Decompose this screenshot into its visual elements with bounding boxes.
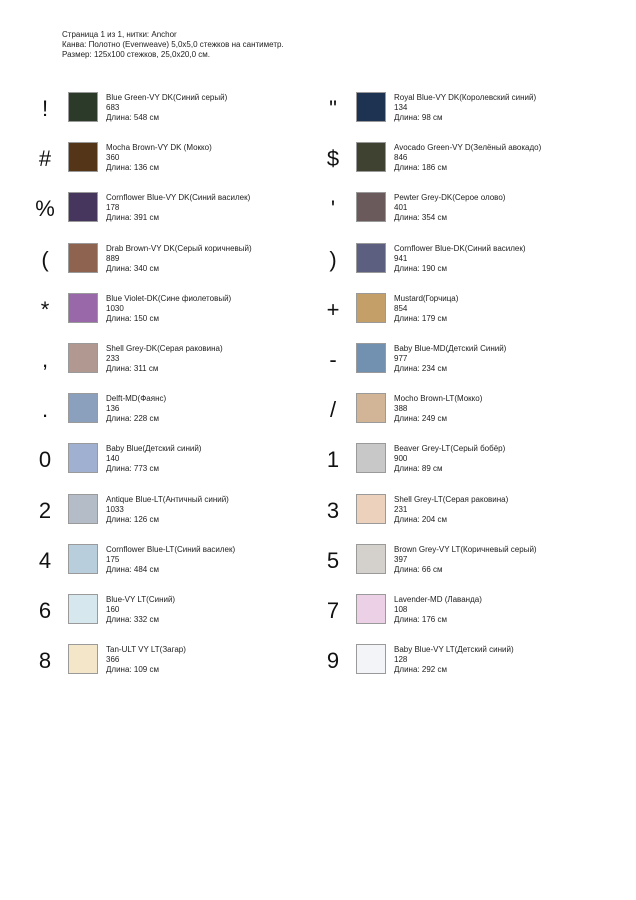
thread-name: Cornflower Blue-DK(Синий василек) (394, 243, 526, 253)
thread-info (106, 344, 223, 374)
thread-code: 366 (106, 655, 120, 665)
color-swatch (356, 443, 386, 473)
color-swatch (68, 393, 98, 423)
color-swatch (68, 644, 98, 674)
thread-info (394, 394, 482, 424)
thread-code: 136 (106, 404, 120, 414)
thread-code: 1033 (106, 504, 124, 514)
thread-code: 128 (394, 655, 408, 665)
thread-length: Длина: 340 см (106, 263, 159, 273)
thread-code: 854 (394, 303, 408, 313)
thread-name: Blue Green-VY DK(Синий серый) (106, 93, 228, 102)
color-swatch (68, 594, 98, 624)
thread-length: Длина: 484 см (106, 564, 159, 574)
thread-length: Длина: 234 см (394, 363, 447, 373)
thread-info (106, 595, 175, 625)
color-swatch (356, 594, 386, 624)
thread-symbol: 2 (38, 497, 52, 523)
thread-symbol: , (41, 346, 49, 372)
thread-entry (288, 191, 588, 241)
color-swatch (356, 343, 386, 373)
color-swatch (356, 192, 386, 222)
thread-entry (0, 292, 300, 342)
thread-code: 683 (106, 103, 120, 112)
thread-name: Beaver Grey-LT(Серый бобёр) (394, 444, 506, 454)
thread-name: Pewter Grey-DK(Серое олово) (394, 193, 506, 203)
thread-length: Длина: 66 см (394, 564, 443, 574)
thread-name: Drab Brown-VY DK(Серый коричневый) (106, 243, 252, 253)
thread-name: Mustard(Горчица) (394, 293, 459, 303)
thread-code: 178 (106, 203, 120, 213)
thread-symbol: 5 (326, 547, 340, 573)
legend-row (0, 593, 636, 643)
thread-entry (288, 442, 588, 492)
legend-row (0, 292, 636, 342)
thread-symbol: / (329, 397, 337, 423)
thread-code: 941 (394, 253, 408, 263)
thread-code: 140 (106, 454, 120, 464)
thread-entry (0, 392, 300, 442)
thread-name: Baby Blue(Детский синий) (106, 444, 202, 454)
thread-entry (288, 91, 588, 141)
thread-entry (0, 342, 300, 392)
thread-length: Длина: 190 см (394, 263, 447, 273)
legend-row (0, 392, 636, 442)
thread-symbol: 0 (38, 447, 52, 473)
thread-code: 108 (394, 604, 408, 614)
thread-length: Длина: 249 см (394, 414, 447, 424)
thread-entry (288, 493, 588, 543)
color-swatch (68, 92, 98, 122)
thread-code: 360 (106, 153, 120, 163)
thread-entry (0, 493, 300, 543)
thread-entry (288, 342, 588, 392)
thread-entry (0, 593, 300, 643)
page-header (62, 30, 284, 60)
thread-symbol: 6 (38, 597, 52, 623)
thread-entry (0, 242, 300, 292)
thread-length: Длина: 228 см (106, 414, 159, 424)
thread-name: Royal Blue-VY DK(Королевский синий) (394, 93, 537, 102)
color-swatch (68, 243, 98, 273)
thread-info (106, 193, 250, 223)
thread-symbol: ) (329, 246, 337, 272)
thread-entry (288, 242, 588, 292)
thread-info (106, 645, 186, 675)
thread-entry (0, 543, 300, 593)
thread-name: Delft-MD(Фаянс) (106, 394, 167, 404)
thread-length: Длина: 89 см (394, 464, 443, 474)
thread-info (394, 545, 537, 575)
thread-entry (0, 141, 300, 191)
legend-row (0, 543, 636, 593)
thread-info (106, 93, 227, 123)
thread-symbol: - (329, 346, 337, 372)
thread-length: Длина: 186 см (394, 163, 447, 173)
thread-entry (288, 593, 588, 643)
thread-length: Длина: 354 см (394, 213, 447, 223)
color-swatch (68, 443, 98, 473)
thread-info (394, 143, 541, 173)
thread-length: Длина: 311 см (106, 363, 159, 373)
thread-name: Antique Blue-LT(Античный синий) (106, 494, 229, 504)
thread-length: Длина: 548 см (106, 113, 159, 122)
thread-name: Tan-ULT VY LT(Загар) (106, 645, 186, 655)
color-swatch (356, 92, 386, 122)
thread-code: 846 (394, 153, 408, 163)
thread-info (394, 244, 526, 274)
thread-symbol: * (40, 296, 50, 322)
color-swatch (356, 544, 386, 574)
color-swatch (68, 192, 98, 222)
legend-row (0, 91, 636, 141)
thread-entry (288, 392, 588, 442)
thread-code: 1030 (106, 303, 124, 313)
thread-length: Длина: 98 см (394, 113, 443, 122)
thread-length: Длина: 773 см (106, 464, 159, 474)
thread-symbol: . (41, 397, 49, 423)
color-swatch (68, 343, 98, 373)
thread-info (394, 645, 514, 675)
thread-entry (0, 643, 300, 693)
thread-entry (0, 191, 300, 241)
color-swatch (356, 293, 386, 323)
thread-info (394, 444, 505, 474)
thread-symbol: ( (41, 246, 49, 272)
thread-symbol: 8 (38, 648, 52, 674)
thread-code: 397 (394, 554, 408, 564)
thread-length: Длина: 150 см (106, 313, 159, 323)
thread-length: Длина: 204 см (394, 514, 447, 524)
thread-code: 134 (394, 103, 408, 112)
thread-length: Длина: 176 см (394, 614, 447, 624)
thread-info (394, 93, 536, 123)
thread-info (106, 244, 252, 274)
thread-info (106, 495, 229, 525)
thread-length: Длина: 179 см (394, 313, 447, 323)
thread-length: Длина: 126 см (106, 514, 159, 524)
color-swatch (68, 142, 98, 172)
thread-code: 175 (106, 554, 120, 564)
color-swatch (68, 544, 98, 574)
thread-info (394, 595, 482, 625)
thread-length: Длина: 136 см (106, 163, 159, 173)
thread-symbol: ' (330, 196, 336, 222)
thread-length: Длина: 109 см (106, 665, 159, 675)
thread-symbol: # (38, 146, 52, 172)
thread-info (394, 344, 506, 374)
thread-name: Cornflower Blue-VY DK(Синий василек) (106, 193, 251, 203)
thread-symbol: 7 (326, 597, 340, 623)
thread-code: 889 (106, 253, 120, 263)
thread-info (106, 444, 201, 474)
thread-symbol: 1 (326, 447, 340, 473)
thread-code: 231 (394, 504, 408, 514)
thread-length: Длина: 332 см (106, 614, 159, 624)
color-swatch (356, 393, 386, 423)
thread-name: Baby Blue-VY LT(Детский синий) (394, 645, 514, 655)
color-swatch (68, 494, 98, 524)
legend-row (0, 191, 636, 241)
thread-symbol: " (329, 96, 337, 121)
legend-row (0, 242, 636, 292)
thread-legend (0, 91, 636, 693)
color-swatch (356, 243, 386, 273)
thread-name: Baby Blue-MD(Детский Синий) (394, 343, 507, 353)
thread-name: Brown Grey-VY LT(Коричневый серый) (394, 544, 537, 554)
thread-entry (288, 543, 588, 593)
thread-code: 401 (394, 203, 408, 213)
thread-symbol: % (35, 196, 55, 222)
thread-name: Cornflower Blue-LT(Синий василек) (106, 544, 236, 554)
header-canvas-info: Канва: Полотно (Evenweave) 5,0х5,0 стежков на сантиметр. (62, 40, 284, 49)
thread-symbol: + (326, 296, 340, 322)
legend-row (0, 342, 636, 392)
thread-code: 977 (394, 353, 408, 363)
legend-row (0, 493, 636, 543)
thread-name: Lavender-MD (Лаванда) (394, 594, 482, 604)
thread-symbol: $ (326, 146, 340, 172)
thread-name: Blue Violet-DK(Сине фиолетовый) (106, 293, 232, 303)
thread-entry (0, 91, 300, 141)
thread-info (106, 294, 231, 324)
thread-info (394, 294, 458, 324)
thread-code: 388 (394, 404, 408, 414)
header-size-info: Размер: 125х100 стежков, 25,0х20,0 см. (62, 50, 210, 59)
thread-name: Blue-VY LT(Синий) (106, 594, 176, 604)
thread-info (106, 143, 212, 173)
thread-info (106, 394, 166, 424)
legend-row (0, 643, 636, 693)
legend-row (0, 442, 636, 492)
thread-name: Shell Grey-LT(Серая раковина) (394, 494, 509, 504)
thread-code: 900 (394, 454, 408, 464)
color-swatch (356, 644, 386, 674)
thread-code: 233 (106, 353, 120, 363)
color-swatch (356, 494, 386, 524)
thread-entry (288, 141, 588, 191)
legend-row (0, 141, 636, 191)
thread-info (394, 495, 508, 525)
thread-name: Mocha Brown-VY DK (Мокко) (106, 143, 212, 153)
thread-code: 160 (106, 604, 120, 614)
thread-length: Длина: 391 см (106, 213, 159, 223)
header-page-info: Страница 1 из 1, нитки: Anchor (62, 30, 177, 39)
thread-name: Shell Grey-DK(Серая раковина) (106, 343, 223, 353)
thread-entry (288, 292, 588, 342)
thread-length: Длина: 292 см (394, 665, 447, 675)
thread-entry (288, 643, 588, 693)
thread-symbol: 3 (326, 497, 340, 523)
color-swatch (68, 293, 98, 323)
thread-name: Mocho Brown-LT(Мокко) (394, 394, 483, 404)
thread-info (106, 545, 235, 575)
thread-info (394, 193, 505, 223)
color-swatch (356, 142, 386, 172)
thread-name: Avocado Green-VY D(Зелёный авокадо) (394, 143, 542, 153)
thread-entry (0, 442, 300, 492)
thread-symbol: ! (41, 96, 49, 121)
thread-symbol: 4 (38, 547, 52, 573)
thread-symbol: 9 (326, 648, 340, 674)
